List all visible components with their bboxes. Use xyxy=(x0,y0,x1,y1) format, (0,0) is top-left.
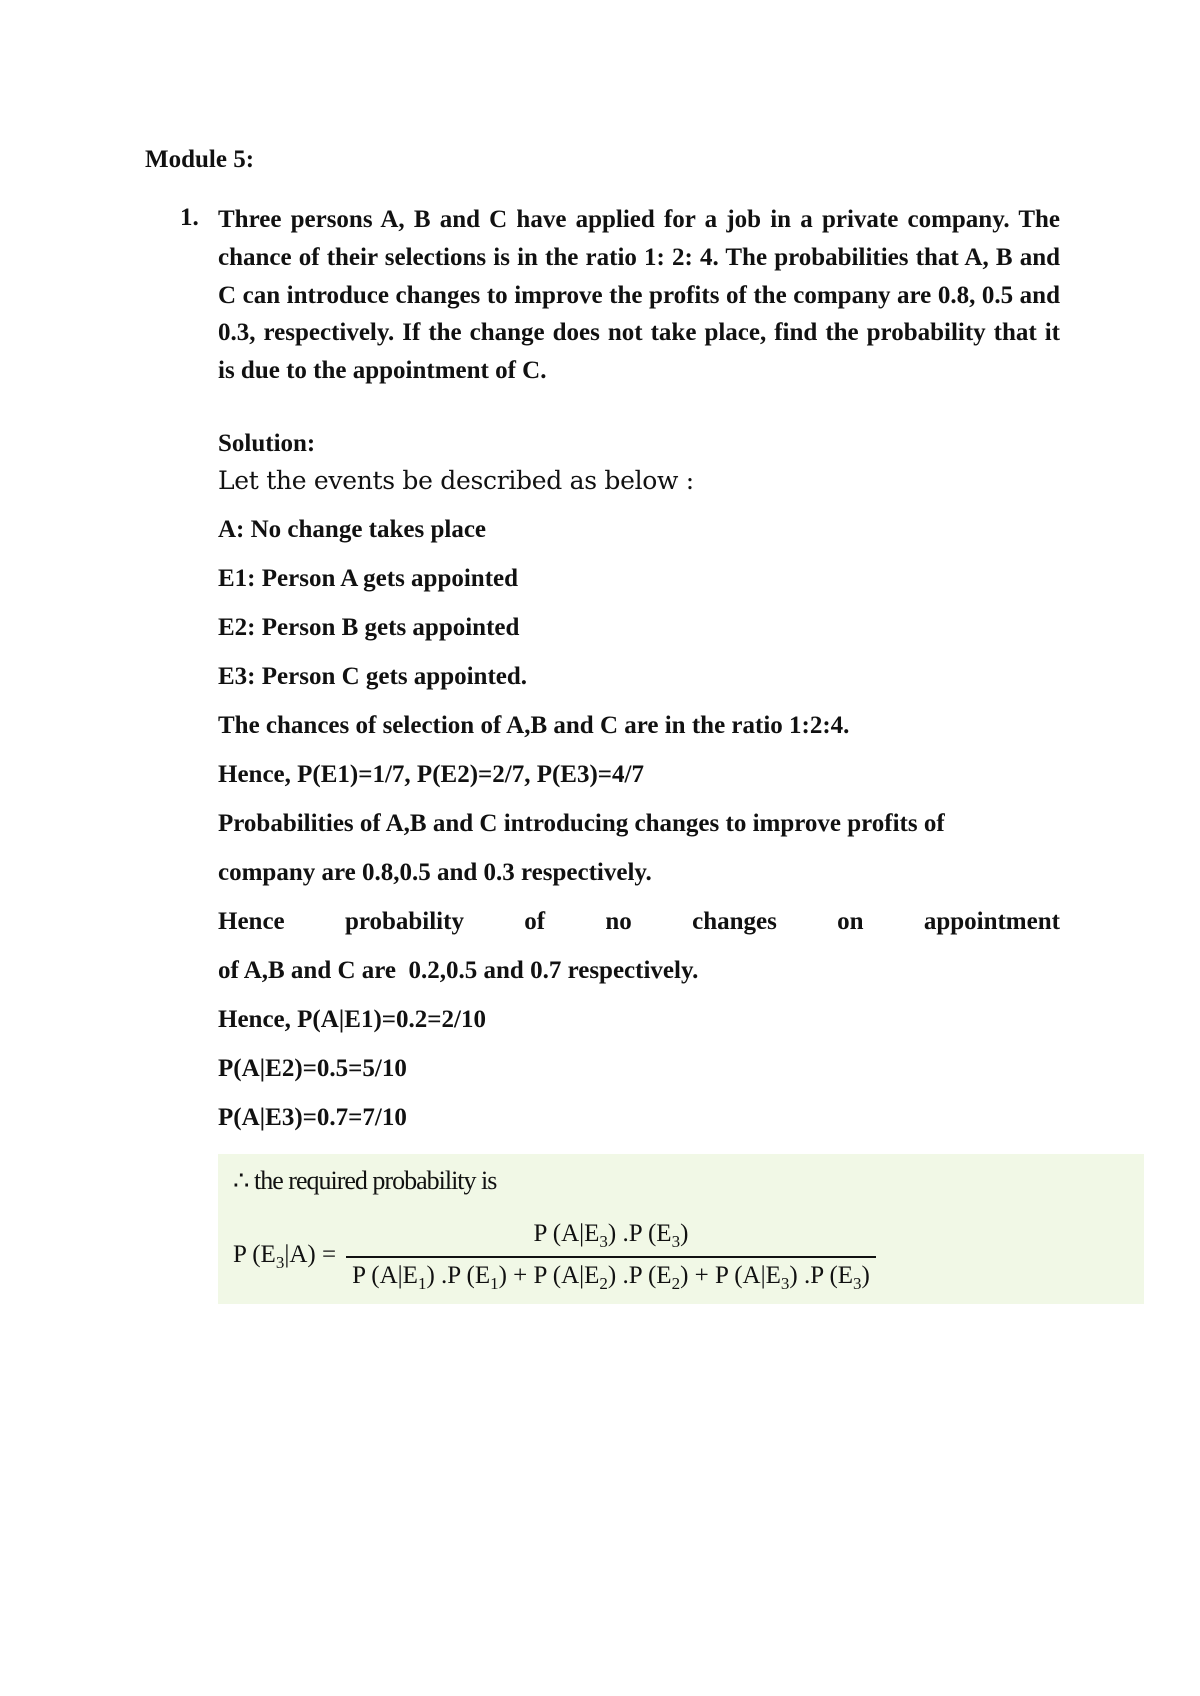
word: on xyxy=(837,908,864,935)
den-sub: 3 xyxy=(780,1274,790,1293)
den-sub: 1 xyxy=(490,1274,499,1293)
formula-fraction xyxy=(346,1220,876,1294)
den-part: ) xyxy=(861,1262,870,1289)
therefore-line: ∴ the required probability is xyxy=(233,1166,497,1195)
word: of xyxy=(524,908,546,935)
word: Hence xyxy=(218,908,285,935)
num-part: P (A|E xyxy=(533,1220,600,1247)
event-a: A: No change takes place xyxy=(218,516,487,543)
num-sub: 3 xyxy=(599,1232,608,1251)
module-title: Module 5: xyxy=(145,146,255,173)
formula-denominator xyxy=(346,1258,876,1294)
bayes-formula xyxy=(233,1220,876,1294)
question-text: Three persons A, B and C have applied for a job in a private company. The chance of their selections is in the ratio 1: 2: 4. The probabilities that A, B and C can introduce changes to improve the profits of the company are 0.8, 0.5 and 0.3, respectively. If the change does not take place, find the probability that it is due to the appointment of C. xyxy=(218,206,1060,385)
lhs-part: |A) = xyxy=(284,1241,337,1268)
solution-label: Solution: xyxy=(218,430,316,457)
solution-intro: Let the events be described as below : xyxy=(218,466,694,495)
conditional-3: P(A|E3)=0.7=7/10 xyxy=(218,1104,407,1131)
den-sub: 3 xyxy=(853,1274,862,1293)
no-change-line-2: of A,B and C are 0.2,0.5 and 0.7 respectively. xyxy=(218,957,699,984)
event-e2: E2: Person B gets appointed xyxy=(218,614,520,641)
den-part: ) + P (A|E xyxy=(680,1262,781,1289)
question-number: 1. xyxy=(180,204,199,231)
conditional-1: Hence, P(A|E1)=0.2=2/10 xyxy=(218,1006,486,1033)
num-part: ) .P (E xyxy=(607,1220,672,1247)
den-part: ) .P (E xyxy=(426,1262,491,1289)
word: no xyxy=(605,908,632,935)
ratio-line: The chances of selection of A,B and C are in the ratio 1:2:4. xyxy=(218,712,850,739)
lhs-part: P (E xyxy=(233,1241,276,1268)
den-sub: 2 xyxy=(671,1274,681,1293)
word: appointment xyxy=(923,908,1060,935)
den-part: ) + P (A|E xyxy=(498,1262,600,1289)
word: probability xyxy=(344,908,464,935)
den-sub: 2 xyxy=(599,1274,608,1293)
den-part: P (A|E xyxy=(352,1262,418,1289)
num-part: ) xyxy=(680,1220,689,1247)
event-e3: E3: Person C gets appointed. xyxy=(218,663,528,690)
den-part: ) .P (E xyxy=(607,1262,672,1289)
priors-line: Hence, P(E1)=1/7, P(E2)=2/7, P(E3)=4/7 xyxy=(218,761,645,788)
formula-numerator xyxy=(528,1220,695,1256)
conditional-2: P(A|E2)=0.5=5/10 xyxy=(218,1055,407,1082)
improve-line-2: company are 0.8,0.5 and 0.3 respectively. xyxy=(218,859,652,886)
den-sub: 1 xyxy=(417,1274,427,1293)
no-change-line-1 xyxy=(218,908,1060,936)
formula-lhs xyxy=(233,1241,336,1273)
lhs-sub: 3 xyxy=(275,1253,285,1272)
num-sub: 3 xyxy=(671,1232,681,1251)
improve-line-1: Probabilities of A,B and C introducing changes to improve profits of xyxy=(218,810,945,837)
den-part: ) .P (E xyxy=(789,1262,854,1289)
event-e1: E1: Person A gets appointed xyxy=(218,565,519,592)
word: changes xyxy=(692,908,777,935)
